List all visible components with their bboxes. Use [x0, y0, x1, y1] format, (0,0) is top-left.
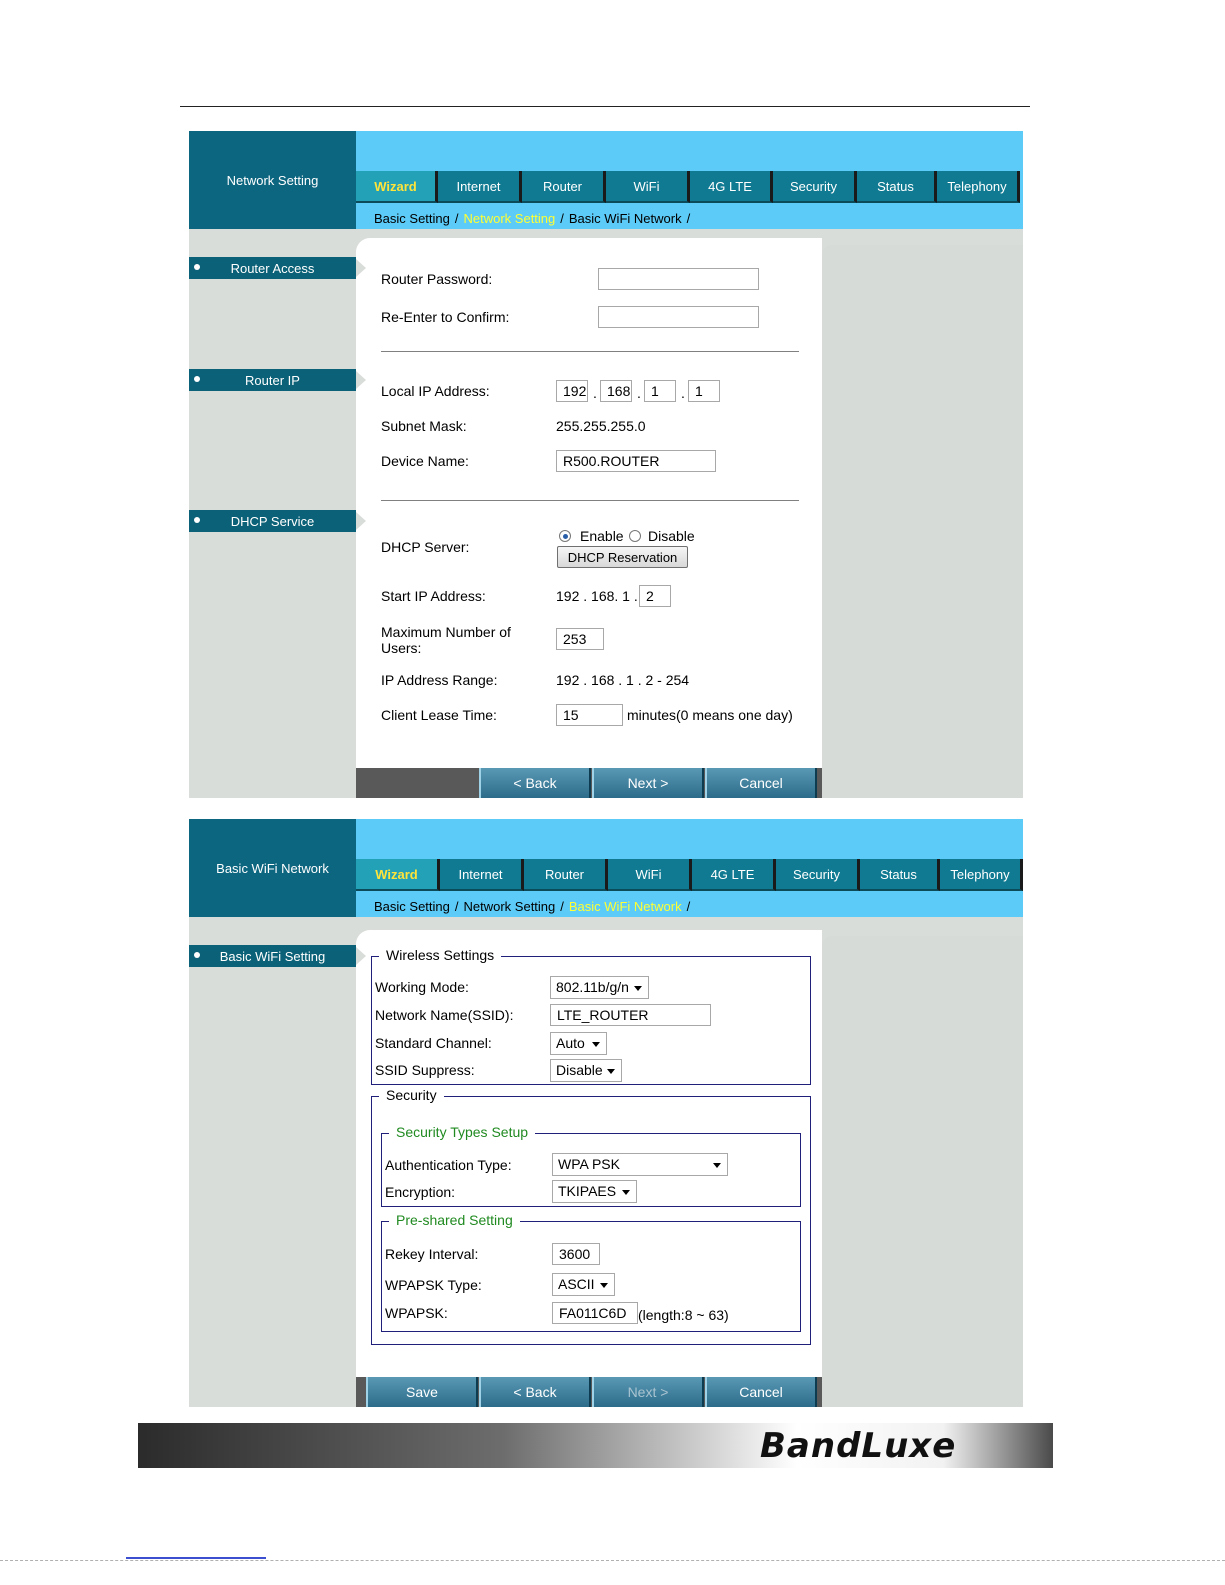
pointer-arrow-icon	[356, 947, 366, 965]
subnet-label: Subnet Mask:	[381, 418, 467, 434]
crumb-basic-setting[interactable]: Basic Setting	[374, 899, 450, 914]
reenter-label: Re-Enter to Confirm:	[381, 309, 510, 325]
network-setting-panel	[189, 131, 1023, 798]
side-router-access: Router Access	[189, 257, 356, 279]
bullet-icon	[194, 376, 200, 382]
rekey-label: Rekey Interval:	[385, 1246, 479, 1262]
crumb-separator: /	[560, 899, 564, 914]
wpapsk-type-select[interactable]: ASCII	[552, 1273, 615, 1296]
tab-internet[interactable]: Internet	[438, 171, 522, 203]
dhcp-server-label: DHCP Server:	[381, 539, 470, 555]
bottom-link-underline	[126, 1557, 266, 1559]
bullet-icon	[194, 264, 200, 270]
tab-router[interactable]: Router	[522, 171, 606, 203]
right-panel	[822, 936, 1023, 1407]
tab-router[interactable]: Router	[524, 859, 608, 891]
enable-label: Enable	[580, 528, 624, 544]
crumb-separator: /	[686, 211, 691, 226]
button-bar	[356, 768, 822, 798]
ssid-input[interactable]: LTE_ROUTER	[550, 1004, 711, 1026]
router-password-input[interactable]	[598, 268, 759, 290]
max-users-label: Maximum Number of	[381, 624, 511, 640]
wpapsk-type-label: WPAPSK Type:	[385, 1277, 482, 1293]
chevron-down-icon	[713, 1163, 721, 1168]
divider	[381, 351, 799, 352]
wpapsk-input[interactable]: FA011C6D	[552, 1302, 638, 1324]
pointer-arrow-icon	[356, 259, 366, 277]
chevron-down-icon	[622, 1190, 630, 1195]
crumb-separator: /	[454, 899, 459, 914]
crumb-separator: /	[560, 211, 564, 226]
bullet-icon	[194, 952, 200, 958]
save-button[interactable]: Save	[366, 1377, 478, 1407]
preshared-legend: Pre-shared Setting	[389, 1212, 520, 1228]
wpapsk-label: WPAPSK:	[385, 1305, 448, 1321]
start-ip-prefix: 192 . 168. 1 .	[556, 588, 638, 604]
ssid-label: Network Name(SSID):	[375, 1007, 514, 1023]
working-mode-label: Working Mode:	[375, 979, 469, 995]
tab-security[interactable]: Security	[776, 859, 860, 891]
lease-time-unit: minutes(0 means one day)	[627, 707, 793, 723]
ip-octet-2-input[interactable]: 168	[600, 380, 632, 402]
crumb-basic-wifi-network[interactable]: Basic WiFi Network	[568, 899, 682, 914]
tab-wifi[interactable]: WiFi	[608, 859, 692, 891]
device-name-input[interactable]: R500.ROUTER	[556, 450, 716, 472]
crumb-basic-setting[interactable]: Basic Setting	[374, 211, 450, 226]
auth-type-label: Authentication Type:	[385, 1157, 512, 1173]
bullet-icon	[194, 517, 200, 523]
tab-security[interactable]: Security	[773, 171, 857, 203]
local-ip-label: Local IP Address:	[381, 383, 490, 399]
channel-label: Standard Channel:	[375, 1035, 492, 1051]
crumb-separator: /	[686, 899, 691, 914]
breadcrumb	[356, 896, 1023, 917]
chevron-down-icon	[634, 986, 642, 991]
tab-wifi[interactable]: WiFi	[606, 171, 690, 203]
tab-4g-lte[interactable]: 4G LTE	[692, 859, 776, 891]
lease-time-label: Client Lease Time:	[381, 707, 497, 723]
next-button[interactable]: Next >	[592, 768, 704, 798]
dhcp-disable-radio[interactable]	[629, 530, 641, 542]
max-users-label-line2: Users:	[381, 640, 422, 656]
crumb-basic-wifi-network[interactable]: Basic WiFi Network	[568, 211, 682, 226]
auth-type-select[interactable]: WPA PSK	[552, 1153, 728, 1176]
crumb-network-setting[interactable]: Network Setting	[463, 211, 556, 226]
device-name-label: Device Name:	[381, 453, 469, 469]
side-router-ip: Router IP	[189, 369, 356, 391]
panel-title: Basic WiFi Network	[189, 819, 356, 917]
pointer-arrow-icon	[356, 512, 366, 530]
ip-octet-3-input[interactable]: 1	[644, 380, 676, 402]
confirm-password-input[interactable]	[598, 306, 759, 328]
dhcp-reservation-button[interactable]: DHCP Reservation	[557, 546, 688, 568]
bottom-rule	[0, 1560, 1225, 1561]
subnet-value: 255.255.255.0	[556, 418, 646, 434]
ip-dot: .	[637, 385, 641, 401]
tab-telephony[interactable]: Telephony	[940, 859, 1023, 891]
start-ip-last-input[interactable]: 2	[639, 585, 671, 607]
dhcp-enable-radio[interactable]	[559, 530, 571, 542]
wpapsk-hint: (length:8 ~ 63)	[638, 1307, 729, 1323]
breadcrumb	[356, 208, 1023, 229]
working-mode-select[interactable]: 802.11b/g/n	[550, 976, 649, 999]
chevron-down-icon	[592, 1042, 600, 1047]
back-button[interactable]: < Back	[479, 768, 591, 798]
ip-range-value: 192 . 168 . 1 . 2 - 254	[556, 672, 690, 688]
ssid-suppress-select[interactable]: Disable	[550, 1059, 622, 1082]
ip-octet-4-input[interactable]: 1	[688, 380, 720, 402]
cancel-button[interactable]: Cancel	[705, 1377, 817, 1407]
ip-octet-1-input[interactable]: 192	[556, 380, 588, 402]
crumb-separator: /	[454, 211, 459, 226]
side-basic-wifi-setting: Basic WiFi Setting	[189, 945, 356, 967]
ssid-suppress-label: SSID Suppress:	[375, 1062, 475, 1078]
max-users-input[interactable]: 253	[556, 628, 604, 650]
ip-dot: .	[593, 385, 597, 401]
encryption-label: Encryption:	[385, 1184, 456, 1200]
tab-4g-lte[interactable]: 4G LTE	[690, 171, 773, 203]
security-types-legend: Security Types Setup	[389, 1124, 535, 1140]
tab-status[interactable]: Status	[857, 171, 937, 203]
panel-title: Network Setting	[189, 131, 356, 229]
encryption-select[interactable]: TKIPAES	[552, 1180, 637, 1203]
disable-label: Disable	[648, 528, 695, 544]
tab-wizard[interactable]: Wizard	[356, 859, 440, 891]
chevron-down-icon	[607, 1069, 615, 1074]
tab-status[interactable]: Status	[860, 859, 940, 891]
button-bar	[356, 1377, 822, 1407]
lease-time-input[interactable]: 15	[556, 704, 623, 726]
crumb-network-setting[interactable]: Network Setting	[463, 899, 556, 914]
rekey-input[interactable]: 3600	[552, 1243, 600, 1265]
tab-wizard[interactable]: Wizard	[356, 171, 438, 203]
start-ip-label: Start IP Address:	[381, 588, 486, 604]
ip-range-label: IP Address Range:	[381, 672, 498, 688]
back-button[interactable]: < Back	[479, 1377, 591, 1407]
brand-logo: BandLuxe	[760, 1426, 957, 1466]
right-panel	[822, 245, 1023, 798]
chevron-down-icon	[600, 1283, 608, 1288]
basic-wifi-panel	[189, 819, 1023, 1407]
tab-telephony[interactable]: Telephony	[937, 171, 1020, 203]
security-legend: Security	[379, 1087, 444, 1103]
divider	[381, 500, 799, 501]
pointer-arrow-icon	[356, 371, 366, 389]
tab-internet[interactable]: Internet	[440, 859, 524, 891]
wireless-settings-legend: Wireless Settings	[379, 947, 501, 963]
router-password-label: Router Password:	[381, 271, 493, 287]
channel-select[interactable]: Auto	[550, 1032, 607, 1055]
cancel-button[interactable]: Cancel	[705, 768, 817, 798]
ip-dot: .	[681, 385, 685, 401]
page-top-rule	[180, 106, 1030, 107]
side-dhcp-service: DHCP Service	[189, 510, 356, 532]
next-button: Next >	[592, 1377, 704, 1407]
